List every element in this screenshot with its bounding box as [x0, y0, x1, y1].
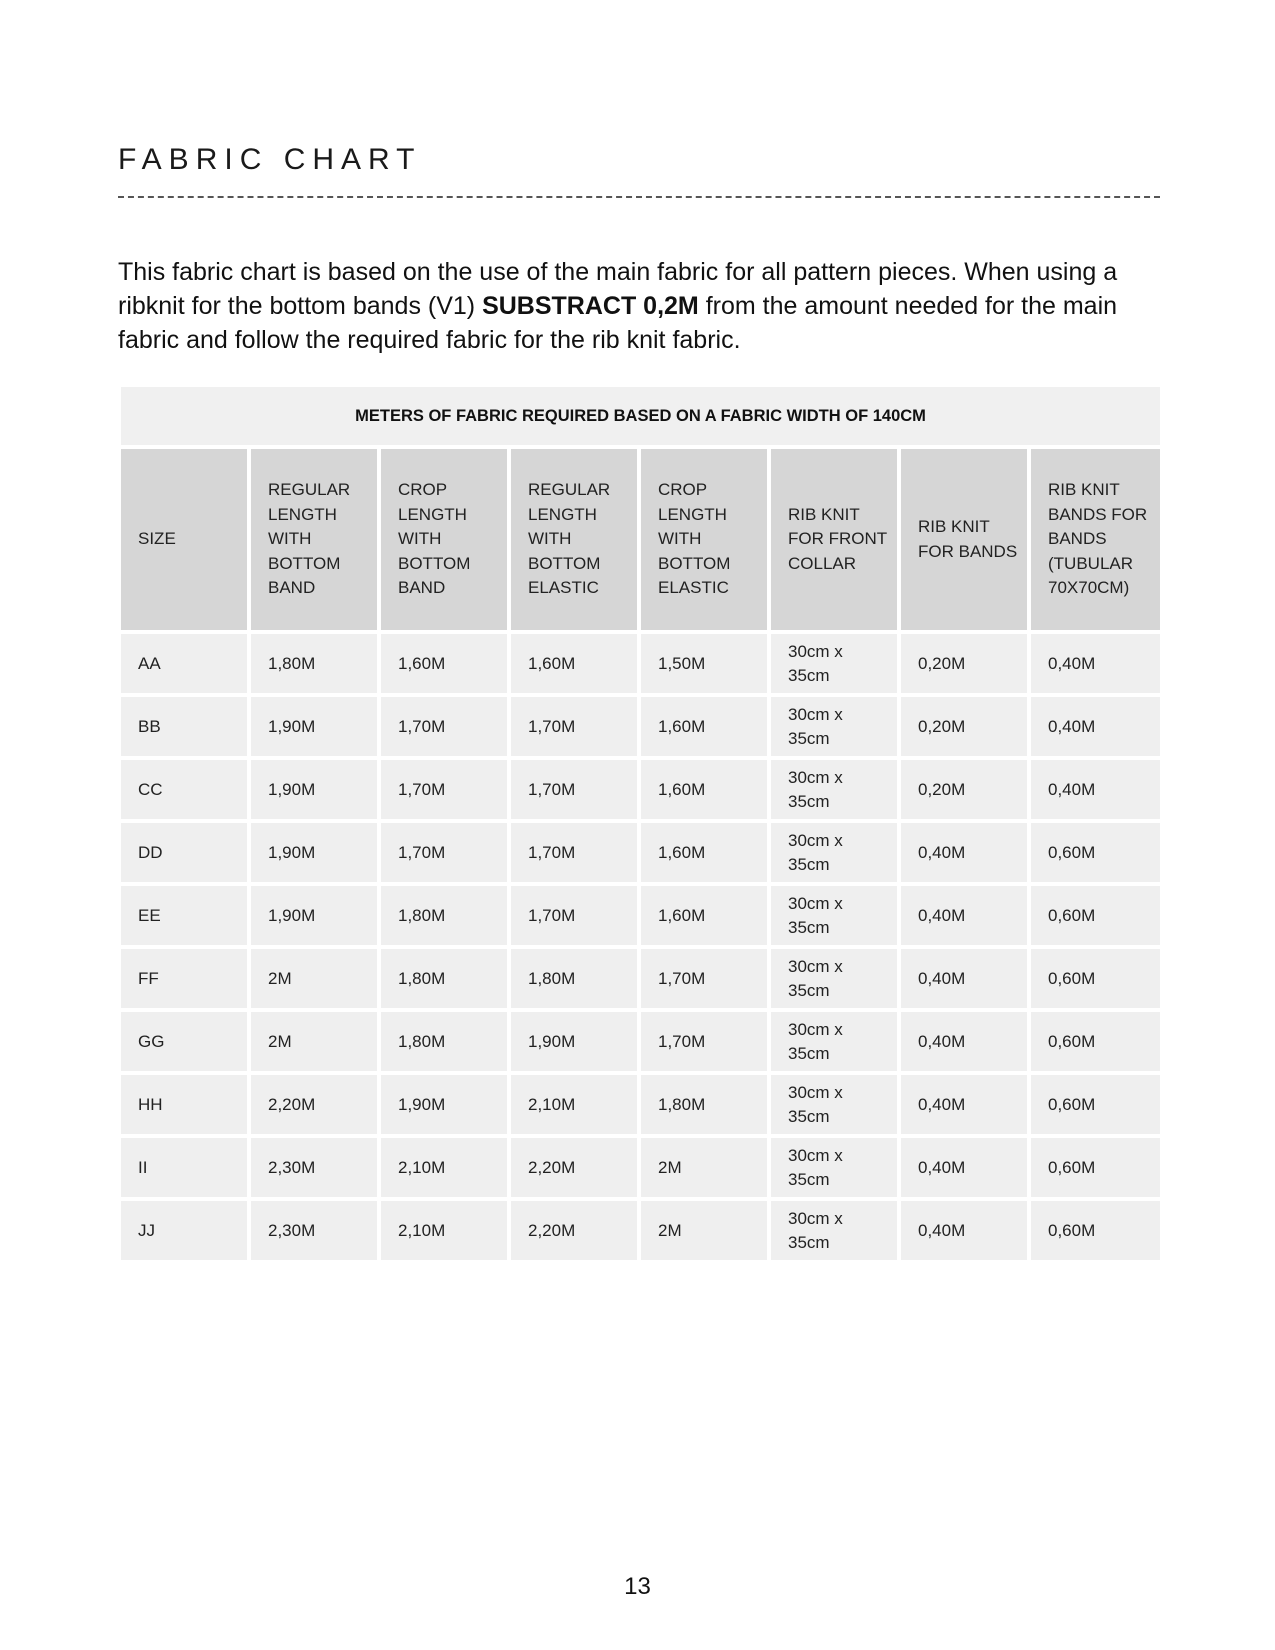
dashed-divider — [118, 196, 1160, 198]
table-row — [121, 1201, 1160, 1264]
table-cell: 2,30M — [251, 1138, 381, 1201]
table-cell: 2M — [641, 1201, 771, 1264]
table-cell: 2,20M — [511, 1201, 641, 1264]
collar-size-text: 30cm x 35cm — [788, 893, 843, 937]
table-cell: 1,70M — [511, 886, 641, 949]
column-header: CROP LENGTH WITH BOTTOM ELASTIC — [641, 449, 771, 634]
table-cell: 0,20M — [901, 760, 1031, 823]
table-cell: 1,90M — [251, 697, 381, 760]
table-cell — [771, 760, 901, 823]
table-row — [121, 1012, 1160, 1075]
size-cell: JJ — [121, 1201, 251, 1264]
table-cell: 0,60M — [1031, 1012, 1160, 1075]
table-cell: 0,20M — [901, 634, 1031, 697]
table-body — [121, 634, 1160, 1264]
collar-size-text: 30cm x 35cm — [788, 1082, 843, 1126]
table-cell: 1,90M — [381, 1075, 511, 1138]
size-cell: HH — [121, 1075, 251, 1138]
table-cell: 1,50M — [641, 634, 771, 697]
table-cell: 2M — [251, 1012, 381, 1075]
table-cell: 1,80M — [511, 949, 641, 1012]
table-cell: 0,40M — [901, 1201, 1031, 1264]
table-cell: 2M — [641, 1138, 771, 1201]
table-cell: 2,30M — [251, 1201, 381, 1264]
table-cell: 1,60M — [641, 823, 771, 886]
table-cell: 1,60M — [641, 886, 771, 949]
intro-text-after: from the amount needed for the main fabric and follow the required fabric for the rib knit fabric. — [118, 292, 1118, 354]
table-cell: 1,70M — [641, 949, 771, 1012]
table-row — [121, 1075, 1160, 1138]
table-cell: 1,70M — [641, 1012, 771, 1075]
column-header: CROP LENGTH WITH BOTTOM BAND — [381, 449, 511, 634]
fabric-table — [121, 387, 1160, 1264]
size-cell: DD — [121, 823, 251, 886]
table-cell: 1,90M — [251, 760, 381, 823]
table-cell: 1,90M — [251, 886, 381, 949]
table-cell: 1,80M — [381, 886, 511, 949]
size-cell: II — [121, 1138, 251, 1201]
table-cell: 1,60M — [511, 634, 641, 697]
table-cell: 0,60M — [1031, 823, 1160, 886]
table-cell: 1,70M — [381, 823, 511, 886]
table-cell: 0,60M — [1031, 1075, 1160, 1138]
table-caption: METERS OF FABRIC REQUIRED BASED ON A FABRIC WIDTH OF 140CM — [121, 387, 1160, 449]
size-cell: CC — [121, 760, 251, 823]
table-cell: 0,60M — [1031, 886, 1160, 949]
fabric-table-container — [121, 387, 1160, 1264]
page-title: FABRIC CHART — [118, 143, 422, 176]
table-cell: 1,60M — [381, 634, 511, 697]
table-cell: 1,80M — [381, 1012, 511, 1075]
table-cell: 0,60M — [1031, 1138, 1160, 1201]
table-cell: 2M — [251, 949, 381, 1012]
table-cell — [771, 697, 901, 760]
column-header: REGULAR LENGTH WITH BOTTOM ELASTIC — [511, 449, 641, 634]
collar-size-text: 30cm x 35cm — [788, 1019, 843, 1063]
size-cell: GG — [121, 1012, 251, 1075]
table-header-row — [121, 449, 1160, 634]
page-number: 13 — [624, 1573, 651, 1600]
table-cell: 0,40M — [901, 886, 1031, 949]
table-cell: 0,60M — [1031, 1201, 1160, 1264]
table-row — [121, 823, 1160, 886]
table-cell — [771, 949, 901, 1012]
table-row — [121, 949, 1160, 1012]
table-cell — [771, 634, 901, 697]
table-cell — [771, 1075, 901, 1138]
size-cell: BB — [121, 697, 251, 760]
collar-size-text: 30cm x 35cm — [788, 956, 843, 1000]
table-cell: 1,90M — [511, 1012, 641, 1075]
table-row — [121, 697, 1160, 760]
table-cell — [771, 1201, 901, 1264]
table-cell: 0,20M — [901, 697, 1031, 760]
table-cell: 2,20M — [511, 1138, 641, 1201]
table-cell: 1,70M — [511, 760, 641, 823]
table-row — [121, 760, 1160, 823]
table-cell: 0,40M — [901, 823, 1031, 886]
table-cell: 1,70M — [381, 760, 511, 823]
table-cell: 1,80M — [641, 1075, 771, 1138]
table-cell — [771, 1138, 901, 1201]
collar-size-text: 30cm x 35cm — [788, 1208, 843, 1252]
table-cell: 0,40M — [1031, 697, 1160, 760]
table-cell: 1,60M — [641, 760, 771, 823]
table-cell: 1,70M — [511, 697, 641, 760]
table-row — [121, 634, 1160, 697]
table-cell: 0,60M — [1031, 949, 1160, 1012]
collar-size-text: 30cm x 35cm — [788, 767, 843, 811]
column-header: RIB KNIT FOR FRONT COLLAR — [771, 449, 901, 634]
column-header: SIZE — [121, 449, 251, 634]
table-cell: 1,80M — [381, 949, 511, 1012]
size-cell: AA — [121, 634, 251, 697]
table-cell: 1,70M — [511, 823, 641, 886]
collar-size-text: 30cm x 35cm — [788, 1145, 843, 1189]
table-cell: 0,40M — [901, 949, 1031, 1012]
collar-size-text: 30cm x 35cm — [788, 641, 843, 685]
table-row — [121, 886, 1160, 949]
column-header: RIB KNIT FOR BANDS — [901, 449, 1031, 634]
table-cell: 2,10M — [511, 1075, 641, 1138]
table-cell: 2,10M — [381, 1201, 511, 1264]
table-cell — [771, 1012, 901, 1075]
table-cell: 2,20M — [251, 1075, 381, 1138]
column-header: RIB KNIT BANDS FOR BANDS (TUBULAR 70X70CM) — [1031, 449, 1160, 634]
table-cell: 0,40M — [901, 1138, 1031, 1201]
table-row — [121, 1138, 1160, 1201]
table-cell: 2,10M — [381, 1138, 511, 1201]
table-cell: 0,40M — [901, 1012, 1031, 1075]
table-cell: 1,60M — [641, 697, 771, 760]
table-cell: 1,70M — [381, 697, 511, 760]
column-header: REGULAR LENGTH WITH BOTTOM BAND — [251, 449, 381, 634]
table-cell: 1,80M — [251, 634, 381, 697]
table-cell — [771, 886, 901, 949]
table-cell: 0,40M — [901, 1075, 1031, 1138]
intro-text-before: This fabric chart is based on the use of the main fabric for all pattern pieces. When using a ribknit for the bottom bands (V1) — [118, 258, 1118, 320]
table-cell — [771, 823, 901, 886]
table-cell: 1,90M — [251, 823, 381, 886]
collar-size-text: 30cm x 35cm — [788, 830, 843, 874]
collar-size-text: 30cm x 35cm — [788, 704, 843, 748]
table-cell: 0,40M — [1031, 760, 1160, 823]
intro-emphasis: SUBSTRACT 0,2M — [482, 292, 699, 320]
size-cell: EE — [121, 886, 251, 949]
size-cell: FF — [121, 949, 251, 1012]
intro-paragraph — [118, 255, 1178, 357]
table-cell: 0,40M — [1031, 634, 1160, 697]
